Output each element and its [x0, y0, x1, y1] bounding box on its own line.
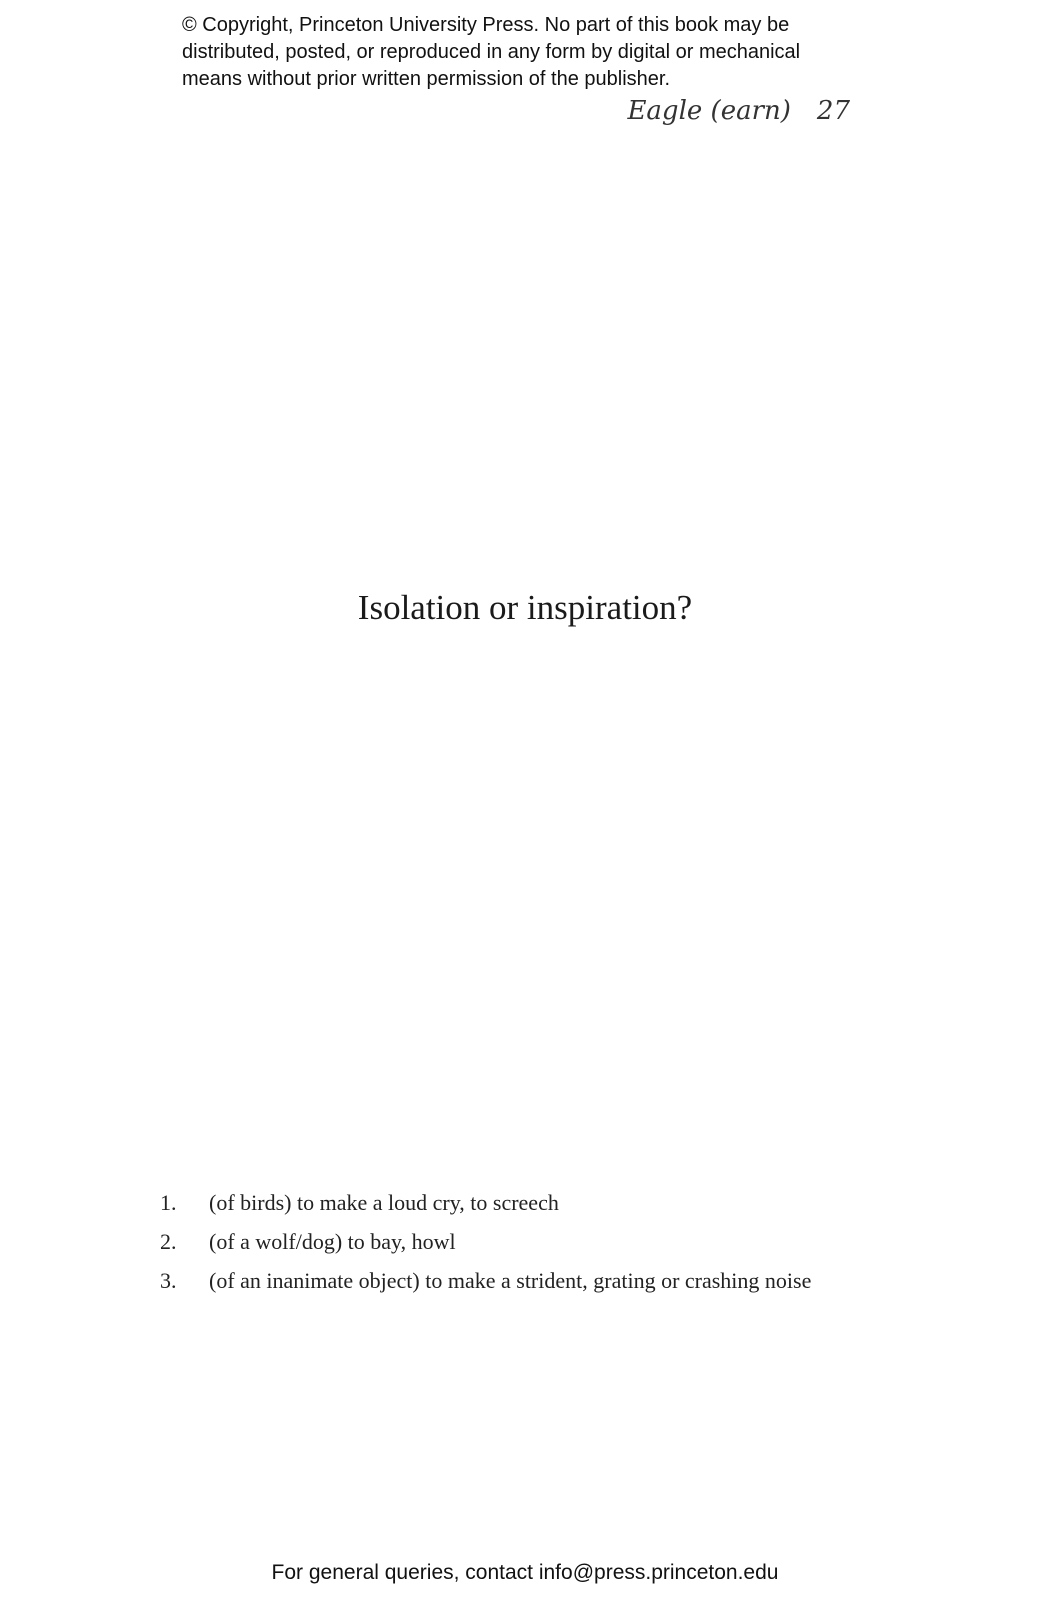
page-number: 27 [816, 96, 850, 126]
copyright-line: means without prior written permission of the publisher. [182, 68, 671, 90]
copyright-notice [182, 12, 902, 93]
list-number: 1. [160, 1190, 177, 1215]
footer-contact: For general queries, contact info@press.princeton.edu [271, 1561, 779, 1584]
list-text: (of an inanimate object) to make a strident, grating or crashing noise [209, 1268, 812, 1293]
copyright-line: © Copyright, Princeton University Press. No part of this book may be [182, 14, 790, 36]
list-number: 2. [160, 1229, 177, 1254]
running-head [627, 96, 850, 126]
list-number: 3. [160, 1268, 177, 1293]
list-item [160, 1183, 860, 1222]
running-head-title: Eagle (earn) [627, 96, 791, 126]
list-text: (of birds) to make a loud cry, to screech [209, 1190, 559, 1215]
list-item [160, 1222, 860, 1261]
list-text: (of a wolf/dog) to bay, howl [209, 1229, 456, 1254]
list-item [160, 1261, 860, 1300]
copyright-line: distributed, posted, or reproduced in any form by digital or mechanical [182, 41, 801, 63]
section-heading: Isolation or inspiration? [357, 588, 693, 627]
definition-list [160, 1183, 860, 1300]
